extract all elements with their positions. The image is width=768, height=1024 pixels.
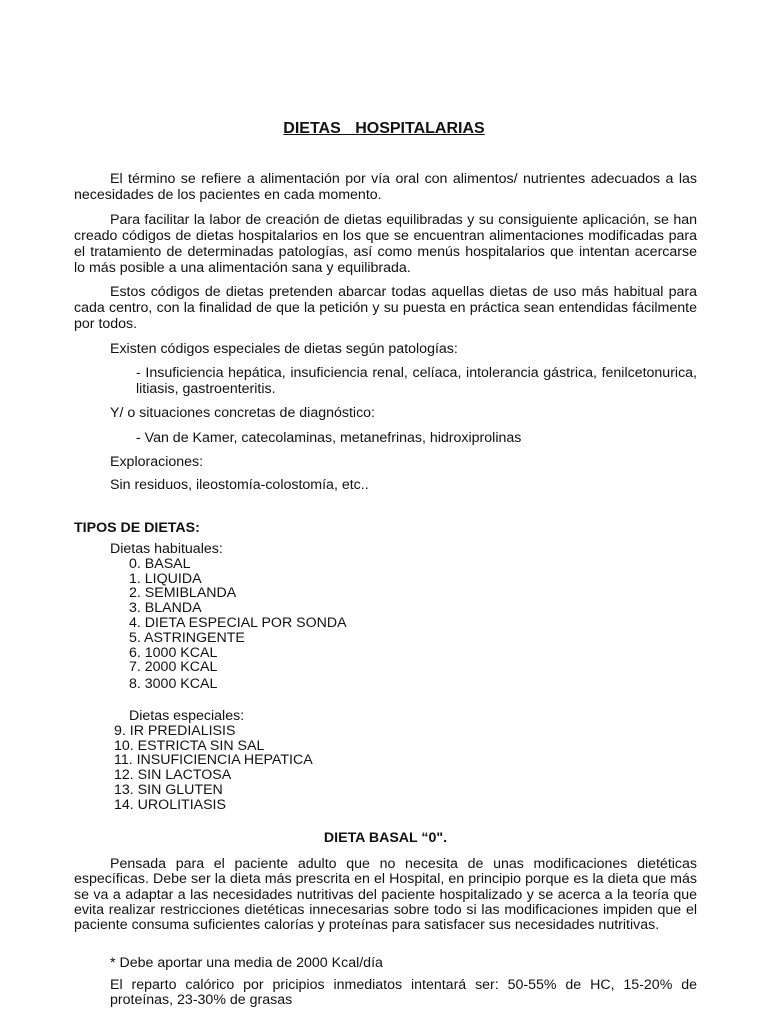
list-item: 3. BLANDA [129, 600, 202, 617]
intro-paragraph-6: Y/ o situaciones concretas de diagnóstico: [110, 405, 375, 421]
list-item: 14. UROLITIASIS [114, 796, 226, 813]
basal-paragraph-1: Pensada para el paciente adulto que no necesita de unas modificaciones dietéticas específicas. Debe ser la dieta más prescrita en el Hospital, en principio porque es la dieta que más se va a adaptar a las necesidades nutritivas del paciente hospitalizado y se acerca a la teoría que evita realizar restricciones dietéticas innecesarias sobre todo si las modificaciones impiden que el paciente consuma suficientes calorías y proteínas para satisfacer sus necesidades nutritivas. [74, 856, 697, 934]
especiales-list [114, 708, 697, 813]
basal-paragraph-3 [110, 978, 697, 1007]
list-item: 2. SEMIBLANDA [129, 585, 237, 602]
intro-paragraph-1: El término se refiere a alimentación por vía oral con alimentos/ nutrientes adecuados a las necesidades de los pacientes en cada momento. [74, 171, 697, 203]
list-item: 5. ASTRINGENTE [129, 629, 245, 646]
tipos-heading: TIPOS DE DIETAS: [74, 520, 200, 536]
list-item: 0. BASAL [129, 555, 191, 572]
basal-paragraph-2: * Debe aportar una media de 2000 Kcal/día [110, 955, 383, 971]
especiales-label: Dietas especiales: [129, 708, 245, 724]
list-item: 10. ESTRICTA SIN SAL [114, 737, 265, 754]
basal-heading: DIETA BASAL “0". [323, 830, 448, 846]
intro-paragraph-8: Exploraciones: [110, 454, 204, 470]
intro-paragraph-4: Existen códigos especiales de dietas según patologías: [110, 341, 458, 357]
page-title: DIETAS HOSPITALARIAS [283, 120, 485, 137]
basal-paragraph-3-text: El reparto calórico por pricipios inmediatos intentará ser: 50-55% de HC, 15-20% de proteínas, 23-30% de grasas [110, 977, 697, 1008]
habituales-label: Dietas habituales: [110, 541, 223, 557]
intro-paragraph-3: Estos códigos de dietas pretenden abarcar todas aquellas dietas de uso más habitual para cada centro, con la finalidad de que la petición y su puesta en práctica sean entendidas fácilmente por todos. [74, 284, 697, 332]
list-item: 7. 2000 KCAL [129, 659, 218, 676]
pathologies-list-item: - Insuficiencia hepática, insuficiencia renal, celíaca, intolerancia gástrica, fenilcetonurica, litiasis, gastroenteritis. [136, 365, 697, 397]
intro-paragraph-2: Para facilitar la labor de creación de dietas equilibradas y su consiguiente aplicación, se han creado códigos de dietas hospitalarios en los que se encuentran alimentaciones modificadas para el tratamiento de determinadas patologías, así como menús hospitalarios que intentan acercarse lo más posible a una alimentación sana y equilibrada. [74, 212, 697, 276]
list-item: 9. IR PREDIALISIS [114, 722, 236, 739]
list-item: 13. SIN GLUTEN [114, 781, 223, 798]
list-item: 12. SIN LACTOSA [114, 767, 232, 784]
list-item: 6. 1000 KCAL [129, 644, 218, 661]
list-item: 4. DIETA ESPECIAL POR SONDA [129, 614, 347, 631]
intro-paragraph-9: Sin residuos, ileostomía-colostomía, etc.. [110, 477, 369, 493]
diagnostic-list-item: - Van de Kamer, catecolaminas, metanefrinas, hidroxiprolinas [136, 430, 522, 446]
habituales-list [110, 542, 697, 692]
list-item: 1. LIQUIDA [129, 570, 202, 587]
list-item: 8. 3000 KCAL [129, 676, 218, 693]
list-item: 11. INSUFICIENCIA HEPATICA [114, 752, 313, 769]
